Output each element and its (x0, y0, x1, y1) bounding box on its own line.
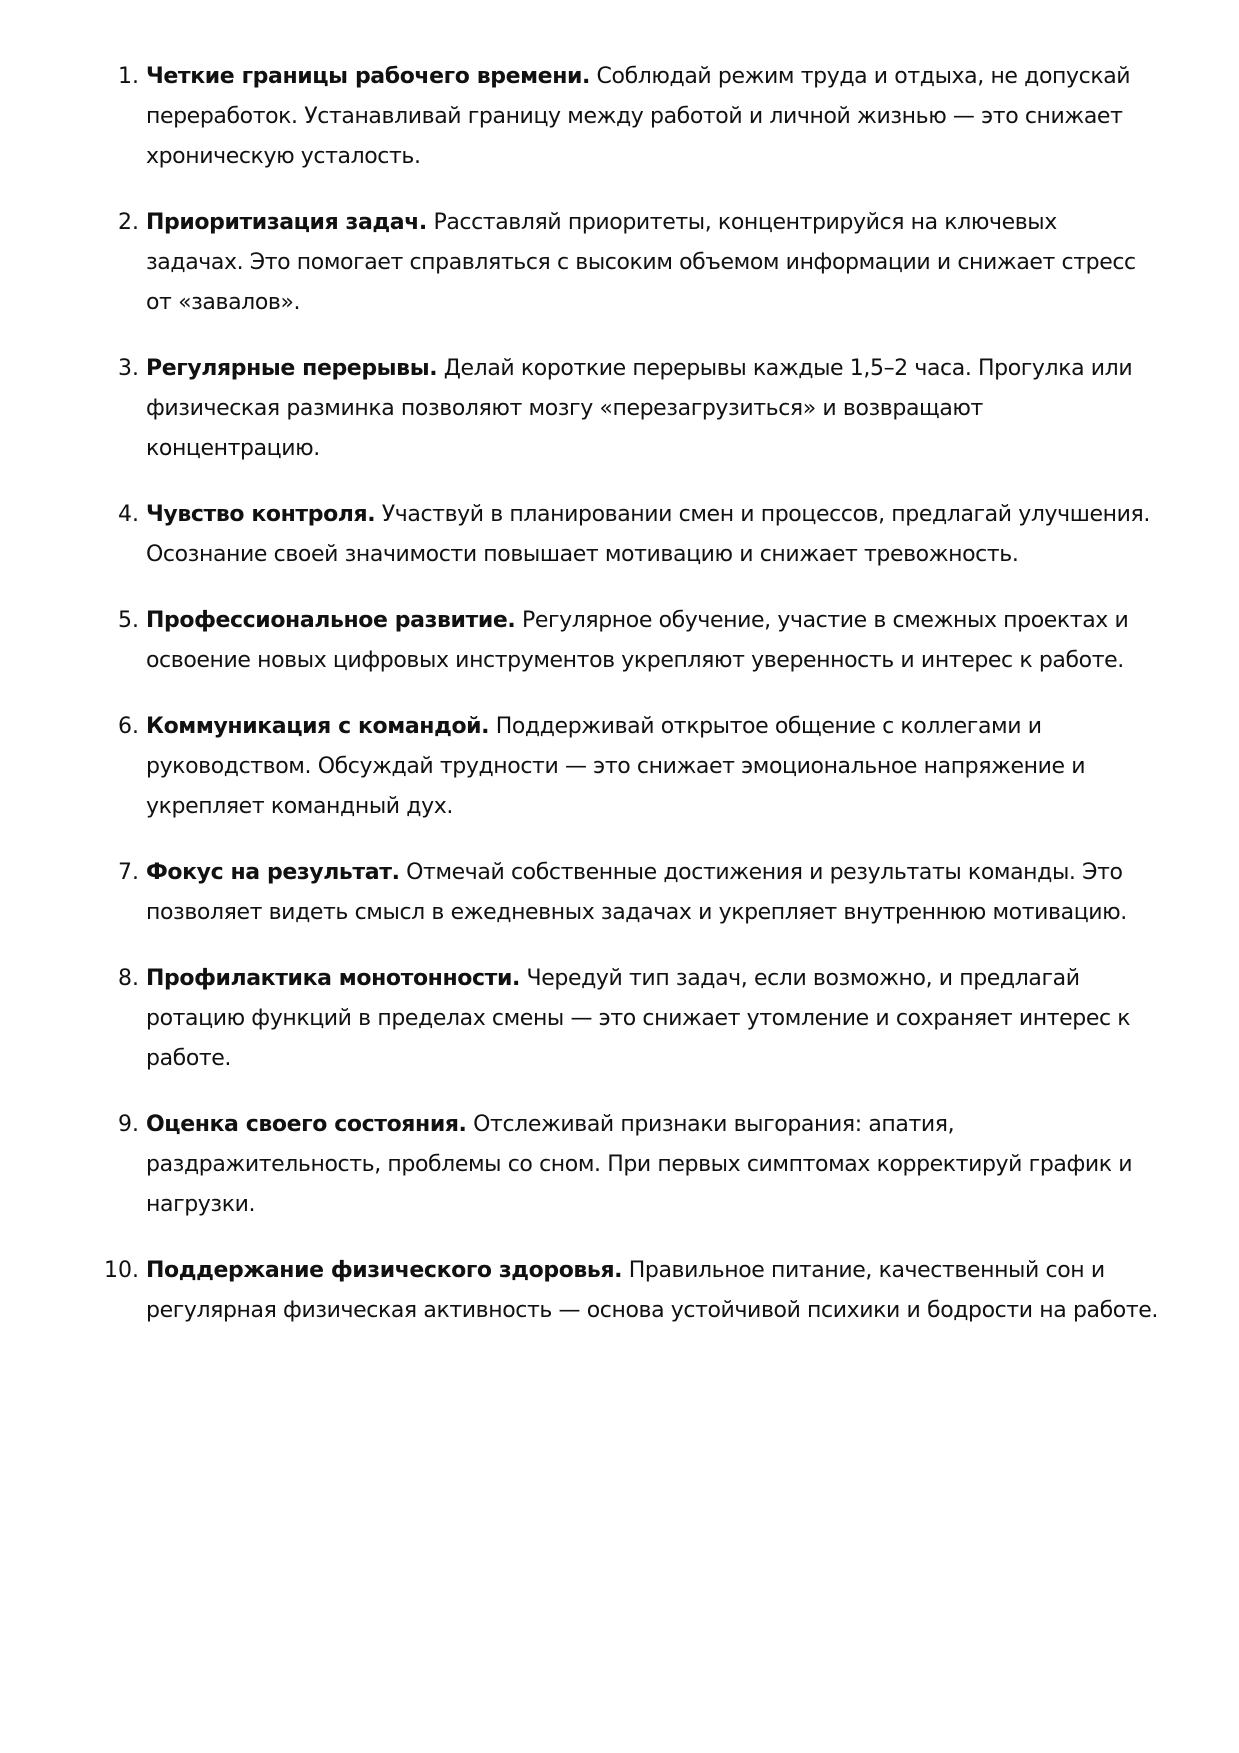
item-title: Приоритизация задач. (146, 210, 427, 235)
item-title: Профилактика монотонности. (146, 966, 520, 991)
item-title: Чувство контроля. (146, 502, 376, 527)
item-number: 1. (118, 64, 139, 89)
item-text: Соблюдай режим труда и отдыха, не допускай переработок. Устанавливай границу между работой и личной жизнью — это снижает хроническую усталость. (146, 64, 1131, 169)
item-title: Поддержание физического здоровья. (146, 1258, 623, 1283)
item-title: Фокус на результат. (146, 860, 400, 885)
list-item (0, 1105, 1239, 1225)
item-title: Профессиональное развитие. (146, 608, 516, 633)
item-text: Участвуй в планировании смен и процессов, предлагай улучшения. Осознание своей значимости повышает мотивацию и снижает тревожность. (146, 502, 1150, 567)
tips-list (0, 57, 1239, 1357)
list-item (0, 1251, 1239, 1331)
item-number: 9. (118, 1112, 139, 1137)
item-body (146, 707, 1159, 827)
item-text: Делай короткие перерывы каждые 1,5–2 часа. Прогулка или физическая разминка позволяют мозгу «перезагрузиться» и возвращают концентрацию. (146, 356, 1133, 461)
item-text: Расставляй приоритеты, концентрируйся на ключевых задачах. Это помогает справляться с высоким объемом информации и снижает стресс от «завалов». (146, 210, 1136, 315)
item-body (146, 495, 1159, 575)
item-body (146, 1105, 1159, 1225)
item-body (146, 1251, 1159, 1331)
item-number: 8. (118, 966, 139, 991)
item-text: Правильное питание, качественный сон и регулярная физическая активность — основа устойчивой психики и бодрости на работе. (146, 1258, 1158, 1323)
item-text: Регулярное обучение, участие в смежных проектах и освоение новых цифровых инструментов укрепляют уверенность и интерес к работе. (146, 608, 1129, 673)
list-item (0, 853, 1239, 933)
item-number: 5. (118, 608, 139, 633)
list-item (0, 959, 1239, 1079)
item-body (146, 203, 1159, 323)
item-body (146, 349, 1159, 469)
item-number: 3. (118, 356, 139, 381)
item-number: 7. (118, 860, 139, 885)
item-title: Регулярные перерывы. (146, 356, 438, 381)
item-number: 10. (104, 1258, 139, 1283)
item-text: Поддерживай открытое общение с коллегами и руководством. Обсуждай трудности — это снижает эмоциональное напряжение и укрепляет командный дух. (146, 714, 1086, 819)
item-body (146, 601, 1159, 681)
item-title: Коммуникация с командой. (146, 714, 490, 739)
item-body (146, 853, 1159, 933)
item-text: Чередуй тип задач, если возможно, и предлагай ротацию функций в пределах смены — это снижает утомление и сохраняет интерес к работе. (146, 966, 1131, 1071)
list-item (0, 601, 1239, 681)
item-title: Четкие границы рабочего времени. (146, 64, 590, 89)
list-item (0, 349, 1239, 469)
list-item (0, 495, 1239, 575)
item-body (146, 959, 1159, 1079)
item-number: 4. (118, 502, 139, 527)
item-number: 6. (118, 714, 139, 739)
list-item (0, 203, 1239, 323)
item-body (146, 57, 1159, 177)
item-text: Отмечай собственные достижения и результаты команды. Это позволяет видеть смысл в ежедневных задачах и укрепляет внутреннюю мотивацию. (146, 860, 1127, 925)
item-text: Отслеживай признаки выгорания: апатия, раздражительность, проблемы со сном. При первых симптомах корректируй график и нагрузки. (146, 1112, 1133, 1217)
item-number: 2. (118, 210, 139, 235)
list-item (0, 707, 1239, 827)
item-title: Оценка своего состояния. (146, 1112, 467, 1137)
list-item (0, 57, 1239, 177)
